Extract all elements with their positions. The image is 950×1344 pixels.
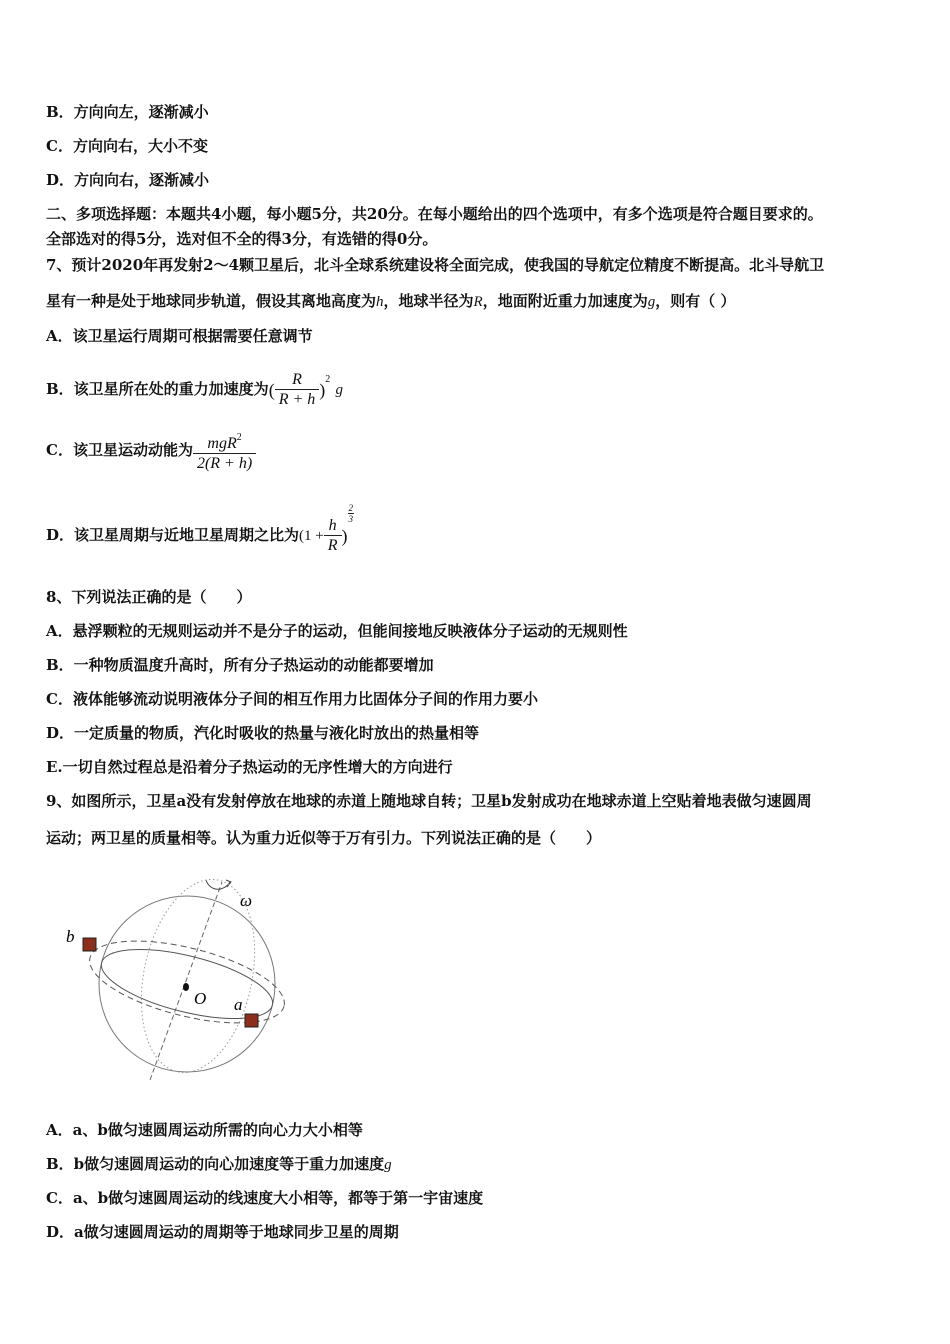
rotation-arrow <box>206 880 230 889</box>
q7-stem-line1: 7、预计2020年再发射2～4颗卫星后，北斗全球系统建设将全面完成，使我国的导航定位精度不断提高。北斗导航卫 <box>46 256 825 274</box>
q7-option-b <box>46 360 343 410</box>
q9-option-d: D．a做匀速圆周运动的周期等于地球同步卫星的周期 <box>46 1223 399 1241</box>
q8-stem: 8、下列说法正确的是（ ） <box>46 588 252 606</box>
q8-option-e: E.一切自然过程总是沿着分子热运动的无序性增大的方向进行 <box>46 758 453 776</box>
q8-option-c: C．液体能够流动说明液体分子间的相互作用力比固体分子间的作用力要小 <box>46 690 538 708</box>
fraction-denominator: 2(R + h) <box>196 454 253 472</box>
exponent-denominator: 3 <box>348 514 354 524</box>
q7-option-c <box>46 420 256 480</box>
q9-option-c: C．a、b做匀速圆周运动的线速度大小相等，都等于第一宇宙速度 <box>46 1189 484 1207</box>
q6-option-b: B．方向向左，逐渐减小 <box>46 103 209 121</box>
expr-prefix: (1 + <box>299 528 324 544</box>
q9-option-b-text: B．b做匀速圆周运动的向心加速度等于重力加速度 <box>46 1155 385 1173</box>
q7-option-d-text: D．该卫星周期与近地卫星周期之比为 <box>46 526 300 544</box>
earth-diagram <box>60 868 300 1090</box>
label-omega: ω <box>240 891 253 910</box>
var-g: g <box>335 382 343 398</box>
q6-option-d: D．方向向右，逐渐减小 <box>46 171 210 189</box>
var-R: R <box>473 294 483 310</box>
exponent-fraction <box>348 503 355 524</box>
q7-stem-text-d: ，则有（ ） <box>655 292 736 310</box>
fraction-denominator: R + h <box>278 390 316 408</box>
close-paren: ) <box>341 526 348 546</box>
section2-instructions: 全部选对的得5分，选对但不全的得3分，有选错的得0分。 <box>46 230 438 248</box>
q6-option-c: C．方向向右，大小不变 <box>46 137 208 155</box>
label-b: b <box>66 927 75 946</box>
satellite-a <box>245 1014 258 1027</box>
label-a: a <box>234 995 243 1014</box>
fraction-numerator: h <box>324 517 342 536</box>
q9-stem-line2: 运动；两卫星的质量相等。认为重力近似等于万有引力。下列说法正确的是（ ） <box>46 829 602 847</box>
satellite-b <box>83 938 96 951</box>
open-paren: ( <box>268 380 275 400</box>
fraction-numerator: R <box>275 371 320 390</box>
exponent: 2 <box>325 374 331 385</box>
rotation-axis <box>150 882 222 1080</box>
fraction-R-over-R-plus-h <box>275 371 320 410</box>
q9-option-a: A．a、b做匀速圆周运动所需的向心力大小相等 <box>46 1121 363 1139</box>
q7-option-c-text: C．该卫星运动动能为 <box>46 441 193 459</box>
q7-option-d <box>46 503 354 568</box>
center-point <box>183 983 189 991</box>
var-g: g <box>384 1157 392 1173</box>
q7-stem-text-c: ，地面附近重力加速度为 <box>482 292 648 310</box>
fraction-denominator: R <box>327 536 338 554</box>
q7-stem-text-a: 星有一种是处于地球同步轨道，假设其离地高度为 <box>46 292 377 310</box>
q8-option-a: A．悬浮颗粒的无规则运动并不是分子的运动，但能间接地反映液体分子运动的无规则性 <box>46 622 628 640</box>
var-h: h <box>376 294 384 310</box>
q9-option-b <box>46 1154 392 1175</box>
q7-option-b-text: B．该卫星所在处的重力加速度为 <box>46 380 269 398</box>
var-g: g <box>647 294 656 310</box>
label-O: O <box>194 989 207 1008</box>
exponent-numerator: 2 <box>348 503 354 513</box>
q8-option-d: D．一定质量的物质，汽化时吸收的热量与液化时放出的热量相等 <box>46 724 480 742</box>
q7-stem-line2 <box>46 291 735 312</box>
close-paren: ) <box>319 380 326 400</box>
fraction-kinetic-energy <box>193 429 256 474</box>
earth-satellite-figure <box>60 868 300 1090</box>
section2-heading: 二、多项选择题：本题共4小题，每小题5分，共20分。在每小题给出的四个选项中，有多个选项是符合题目要求的。 <box>46 205 823 223</box>
fraction-numerator: mgR$^2$ <box>193 429 256 454</box>
q7-option-a: A．该卫星运行周期可根据需要任意调节 <box>46 327 313 345</box>
q7-stem-text-b: ，地球半径为 <box>383 292 474 310</box>
q9-stem-line1: 9、如图所示，卫星a没有发射停放在地球的赤道上随地球自转；卫星b发射成功在地球赤道上空贴着地表做匀速圆周 <box>46 792 812 810</box>
fraction-h-over-R <box>324 517 342 556</box>
q8-option-b: B．一种物质温度升高时，所有分子热运动的动能都要增加 <box>46 656 434 674</box>
